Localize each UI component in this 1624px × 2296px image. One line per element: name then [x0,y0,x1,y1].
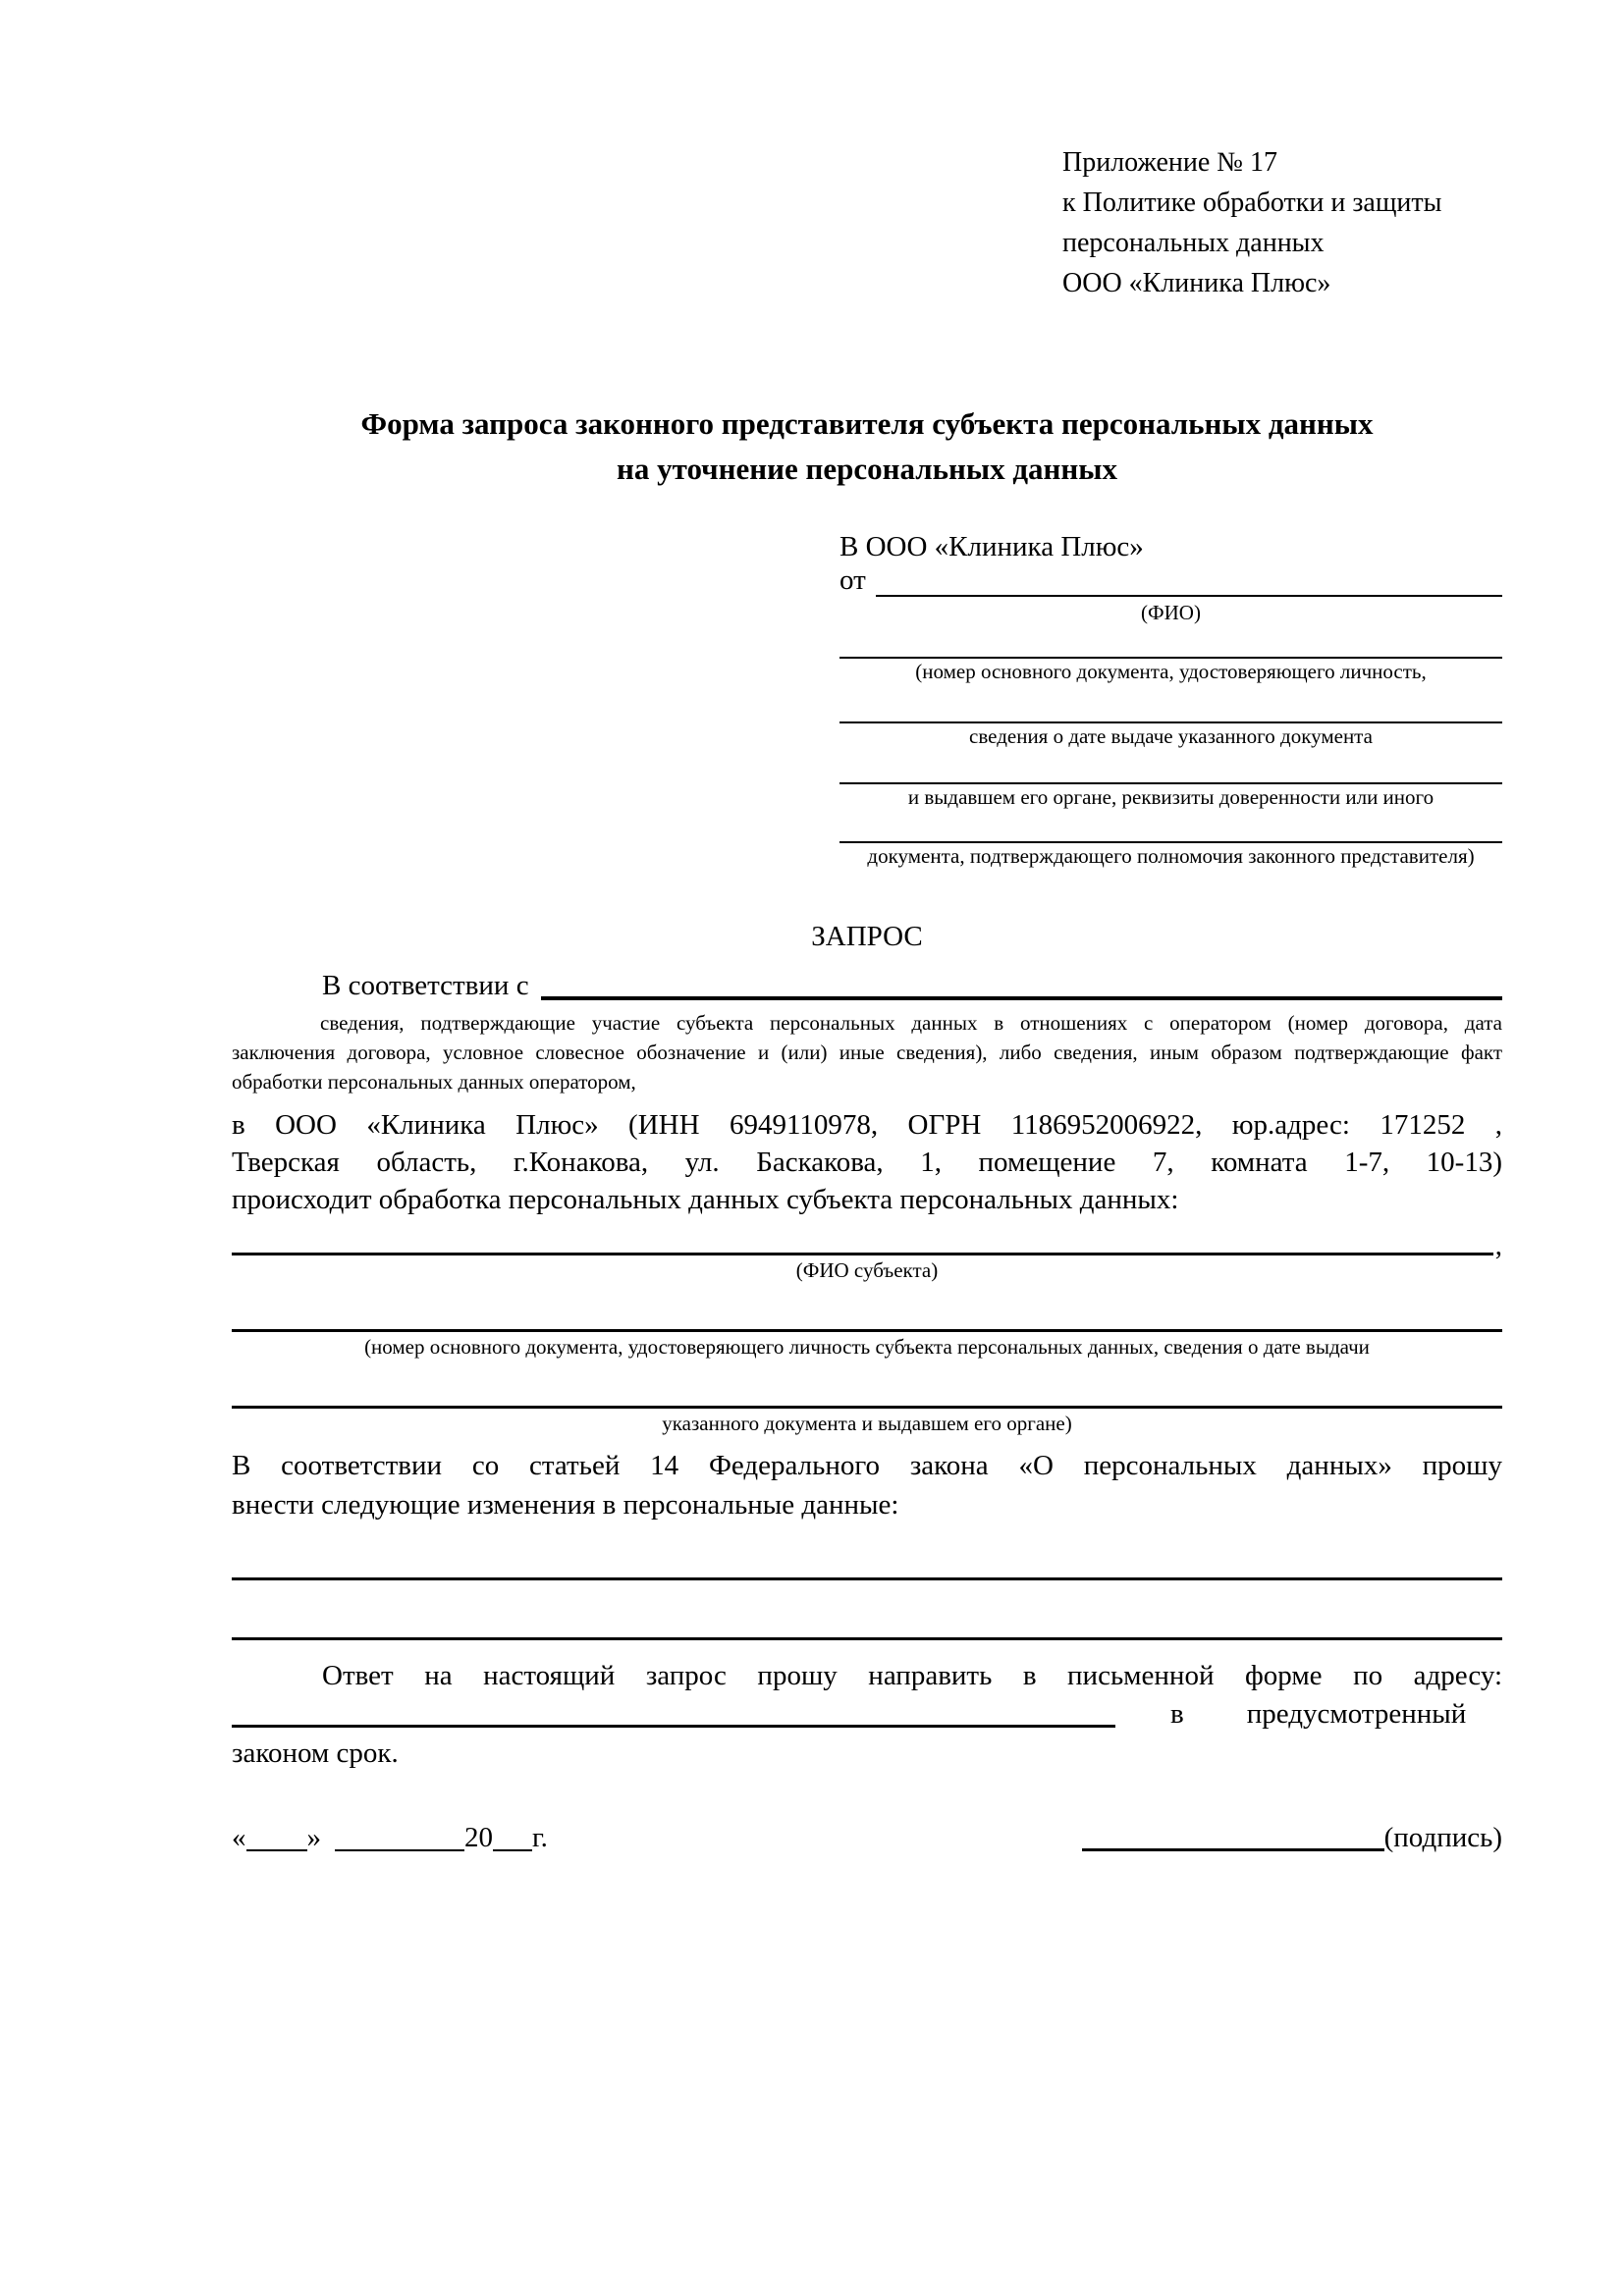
subject-document-caption: (номер основного документа, удостоверяющего личность субъекта персональных данных, сведения о дате выдачи [364,1335,1370,1359]
month-blank[interactable] [335,1824,464,1851]
addressee-company: В ООО «Клиника Плюс» [839,531,1144,562]
law-paragraph [232,1446,1502,1524]
authority-document-blank[interactable] [839,824,1502,843]
document-content [232,142,1502,1854]
representative-document-field [839,639,1502,684]
basis-footnote-line: сведения, подтверждающие участие субъекта персональных данных в отношениях с оператором (номер договора, дата [320,1011,1502,1035]
from-row [839,566,1502,600]
operator-paragraph-line: в ООО «Клиника Плюс» (ИНН 6949110978, ОГРН 1186952006922, юр.адрес: 171252 , [232,1109,1502,1141]
year-suffix: г. [532,1822,548,1853]
subject-document-field [232,1307,1502,1360]
appendix-block [1062,142,1502,303]
answer-word: в [1170,1698,1184,1730]
date-field [232,1822,548,1854]
signature-blank[interactable] [1082,1823,1384,1851]
field-caption: и выдавшем его органе, реквизиты доверенности или иного [907,785,1435,809]
addressee-block [839,527,1502,869]
answer-paragraph-tail: законом срок. [232,1737,399,1769]
basis-footnote-line: обработки персональных данных оператором, [232,1070,636,1094]
appendix-line: персональных данных [1062,228,1325,258]
appendix-line: ООО «Клиника Плюс» [1062,268,1331,298]
field-caption: сведения о дате выдаче указанного документа [969,724,1373,748]
document-issue-date-field [839,704,1502,749]
basis-label: В соответствии с [322,970,529,1001]
representative-name-blank[interactable] [876,571,1502,597]
basis-footnote-line: заключения договора, условное словесное обозначение и (или) иные сведения), либо сведения, иным образом подтверждающие факт [232,1041,1502,1064]
document-title-line: на уточнение персональных данных [617,452,1117,486]
basis-footnote [232,1008,1502,1096]
subject-fio-field [232,1230,1502,1283]
issuing-authority-field [839,765,1502,810]
authority-document-field [839,824,1502,869]
basis-row [232,967,1502,1002]
operator-paragraph-line: происходит обработка персональных данных субъекта персональных данных: [232,1184,1179,1215]
law-paragraph-line: внести следующие изменения в персональные данные: [232,1489,899,1521]
subject-document-issuer-field [232,1383,1502,1436]
answer-address-row [232,1695,1502,1731]
document-title-line: Форма запроса законного представителя субъекта персональных данных [360,406,1374,441]
from-label: от [839,564,866,596]
appendix-line: к Политике обработки и защиты [1062,187,1442,218]
year-blank[interactable] [493,1824,532,1851]
operator-paragraph-line: Тверская область, г.Конакова, ул. Баскакова, 1, помещение 7, комната 1-7, 10-13) [232,1147,1502,1178]
date-signature-row [232,1815,1502,1854]
answer-address-blank[interactable] [232,1701,1115,1728]
subject-document-issuer-blank[interactable] [232,1382,1502,1409]
representative-document-blank[interactable] [839,639,1502,659]
answer-paragraph: Ответ на настоящий запрос прошу направить в письменной форме по адресу: [322,1660,1502,1691]
fio-caption: (ФИО) [1141,601,1201,624]
subject-fio-blank[interactable] [232,1229,1493,1255]
year-prefix: 20 [464,1822,493,1853]
subject-fio-caption: (ФИО субъекта) [795,1258,939,1282]
subject-document-blank[interactable] [232,1306,1502,1332]
issuing-authority-blank[interactable] [839,765,1502,784]
answer-word: предусмотренный [1246,1698,1467,1730]
operator-paragraph [232,1106,1502,1218]
basis-blank[interactable] [541,973,1502,1000]
law-paragraph-line: В соответствии со статьей 14 Федерального закона «О персональных данных» прошу [232,1450,1502,1481]
subject-document-issuer-caption: указанного документа и выдавшем его органе) [662,1412,1072,1435]
quote-close: » [306,1822,321,1853]
changes-blank-line-1[interactable] [232,1548,1502,1580]
field-caption: (номер основного документа, удостоверяющего личность, [915,660,1427,683]
document-title [232,401,1502,492]
request-heading: ЗАПРОС [811,921,923,952]
subject-fio-suffix: , [1494,1230,1502,1261]
document-issue-date-blank[interactable] [839,704,1502,723]
signature-field [1082,1822,1502,1854]
signature-caption: (подпись) [1383,1822,1502,1853]
day-blank[interactable] [246,1824,307,1851]
appendix-line: Приложение № 17 [1062,147,1277,178]
field-caption: документа, подтверждающего полномочия законного представителя) [867,844,1475,868]
changes-blank-line-2[interactable] [232,1608,1502,1640]
quote-open: « [232,1822,246,1853]
